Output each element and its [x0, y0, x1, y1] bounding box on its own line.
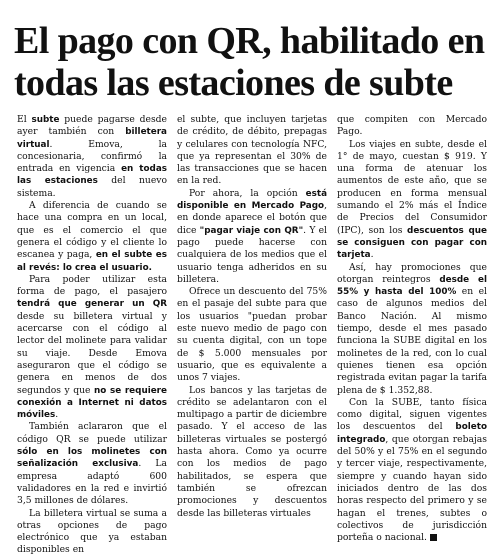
- bold-text: en el subte es al revés: lo crea el usuario.: [17, 250, 167, 273]
- text-run: en el caso de algunos medios del Banco Nación. Al mismo tiempo, desde el mes pasado funciona la SUBE digital en los molinetes de la red, con lo cual quienes tienen esa opción registrada evitan pagar la tarifa plena de $ 1.352,88.: [337, 286, 487, 396]
- text-run: A diferencia de cuando se hace una compra en un local, que es el comercio el que genera el código y el cliente lo escanea y paga,: [17, 200, 167, 261]
- paragraph: [17, 114, 167, 200]
- bold-text: está disponible en Mercado Pago: [177, 188, 327, 212]
- paragraph: [17, 508, 167, 557]
- paragraph: [17, 421, 167, 507]
- text-run: .: [370, 249, 374, 261]
- text-run: . Emova, la concesionaria, confirmó la entrada en vigencia: [17, 138, 167, 175]
- bold-text: descuentos que se consiguen con pagar con tarjeta: [337, 225, 487, 261]
- text-run: Para poder utilizar esta forma de pago, el pasajero: [17, 273, 167, 298]
- bold-text: subte: [31, 115, 60, 125]
- column-2: [177, 114, 327, 519]
- text-run: La billetera virtual se suma a otras opciones de pago electrónico que ya estaban disponibles en: [17, 507, 167, 556]
- bold-text: en todas las estaciones: [17, 164, 167, 187]
- text-run: del nuevo sistema.: [17, 175, 167, 199]
- paragraph: [177, 114, 327, 188]
- headline: [14, 20, 486, 104]
- bold-text: "pagar viaje con QR": [199, 225, 304, 236]
- text-run: puede pagarse desde ayer también con: [17, 114, 167, 138]
- article-body: [17, 114, 487, 556]
- text-run: , que otorgan rebajas del 50% y el 75% en el segundo y tercer viaje, respectivamente, siempre y cuando hayan sido iniciados dentro de las dos horas respecto del primero y se hagan el trenes, subtes o colectivos de jurisdicción porteña o nacional.: [337, 433, 487, 544]
- headline-line-2: todas las estaciones de subte: [14, 62, 453, 104]
- paragraph: [17, 200, 167, 274]
- text-run: desde su billetera virtual y acercarse con el código al lector del molinete para validar su viaje. Desde Emova aseguraron que el código se genera en menos de dos segundos y que: [17, 310, 167, 396]
- paragraph: [337, 262, 487, 397]
- bold-text: billetera virtual: [17, 127, 167, 150]
- text-run: Los bancos y las tarjetas de crédito se adelantaron con el multipago a partir de diciembre pasado. Y el acceso de las billeteras virtuales se postergó hasta ahora. Como ya ocurre con los medios de pago habilitados, se espera que también se ofrezcan promociones y descuentos desde las billeteras virtuales: [177, 384, 327, 519]
- text-run: . La empresa adaptó 600 validadores en la red e invirtió 3,5 millones de dólares.: [17, 458, 167, 507]
- text-run: También aclararon que el código QR se puede utilizar: [17, 421, 167, 445]
- text-run: . Y el pago puede hacerse con cualquiera de los medios que el usuario tenga adheridos en su billetera.: [177, 224, 327, 285]
- paragraph: [337, 397, 487, 545]
- bold-text: sólo en los molinetes con señalización exclusiva: [17, 447, 167, 470]
- text-run: El: [17, 114, 32, 125]
- text-run: que compiten con Mercado Pago.: [337, 114, 487, 138]
- text-run: Así, hay promociones que otorgan reintegros: [337, 261, 487, 285]
- bold-text: desde el 55% y hasta del 100%: [337, 274, 487, 298]
- headline-line-1: El pago con QR, habilitado en: [14, 20, 485, 62]
- column-3: [337, 114, 487, 544]
- paragraph: [337, 139, 487, 262]
- bold-text: tendrá que generar un QR: [17, 299, 167, 310]
- column-1: [17, 114, 167, 556]
- text-run: , en donde aparece el botón que dice: [177, 200, 327, 236]
- text-run: Los viajes en subte, desde el 1° de mayo, cuestan $ 919. Y una forma de atenuar los aumentos de este año, que se producen en forma mensual sumando el 2% más el Índice de Precios del Consumidor (IPC), son los: [337, 138, 487, 236]
- paragraph: [337, 114, 487, 139]
- end-of-article-mark: [430, 534, 437, 541]
- paragraph: [177, 188, 327, 286]
- text-run: .: [55, 409, 59, 421]
- text-run: el subte, que incluyen tarjetas de crédito, de débito, prepagas y celulares con tecnología NFC, que ya representan el 30% de las transacciones que se hacen en la red.: [177, 114, 327, 187]
- text-run: Por ahora, la opción: [189, 187, 306, 199]
- bold-text: boleto integrado: [337, 422, 487, 445]
- paragraph: [17, 274, 167, 422]
- paragraph: [177, 286, 327, 384]
- text-run: Con la SUBE, tanto física como digital, siguen vigentes los descuentos del: [337, 396, 487, 433]
- text-run: Ofrece un descuento del 75% en el pasaje del subte para que los usuarios "puedan probar este nuevo medio de pago con su cuenta digital, con un tope de $ 5.000 mensuales por usuario, que es equivalente a unos 7 viajes.: [177, 286, 327, 384]
- bold-text: no se requiere conexión a Internet ni datos móviles: [17, 385, 167, 421]
